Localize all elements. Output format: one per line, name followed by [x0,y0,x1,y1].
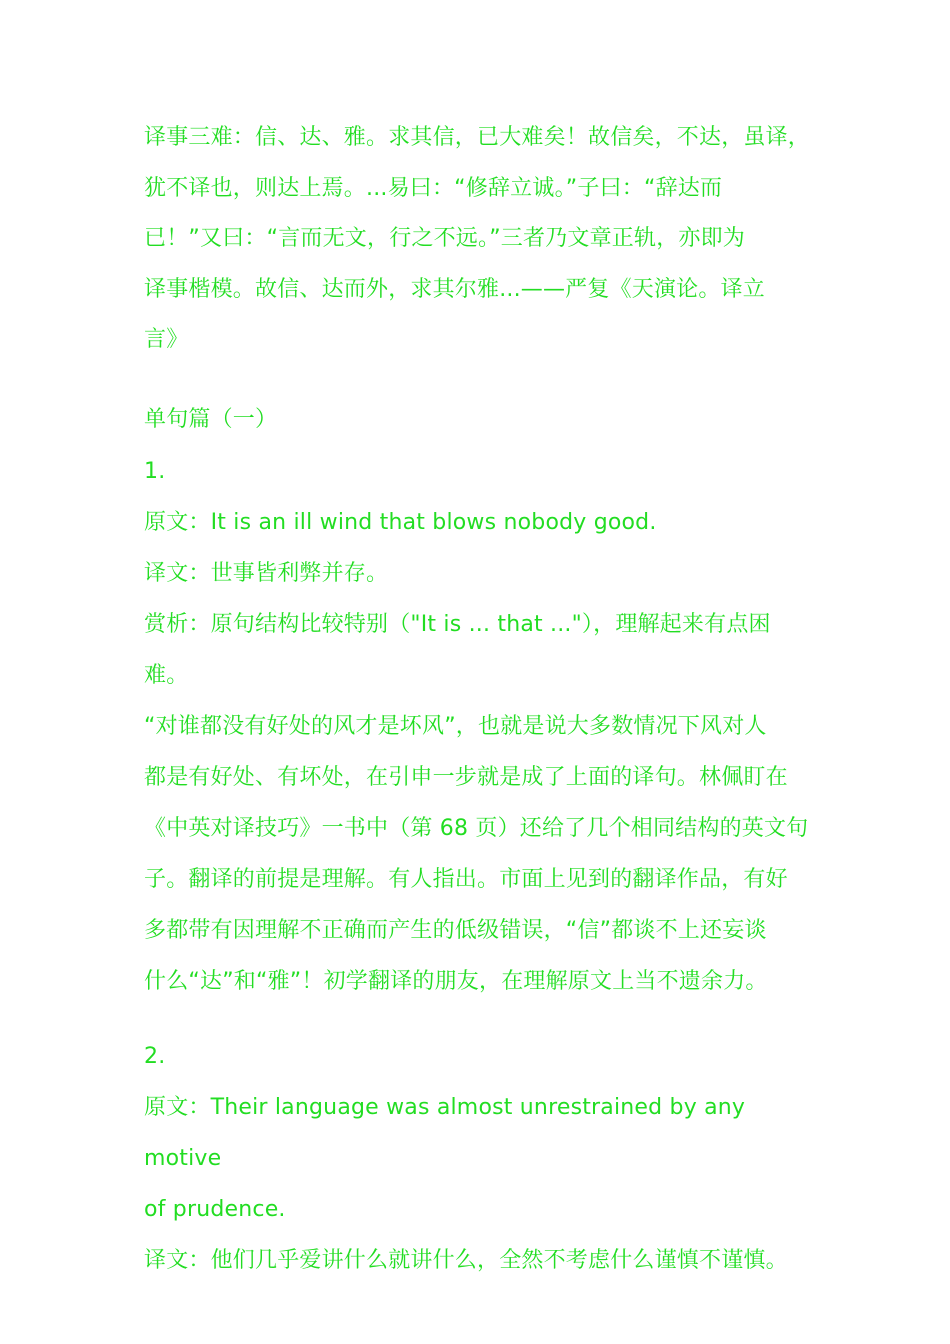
yan-fu-quote [144,113,814,366]
analysis-line: 什么“达”和“雅”！初学翻译的朋友，在理解原文上当不遗余力。 [144,968,768,994]
section-title: 单句篇（一） [144,406,278,432]
analysis-line: 子。翻译的前提是理解。有人指出。市面上见到的翻译作品，有好 [144,866,788,892]
quote-line: 犹不译也，则达上焉。...易曰：“修辞立诚。”子曰：“辞达而 [144,175,723,201]
quote-line: 译事三难：信、达、雅。求其信，已大难矣！故信矣，不达，虽译， [144,125,811,150]
analysis-line: 《中英对译技巧》一书中（第 68 页）还给了几个相同结构的英文句 [144,815,809,841]
item-number: 1. [144,458,166,484]
example-item-2 [144,1031,814,1286]
quote-line: 言》 [144,327,189,352]
analysis-line: 都是有好处、有坏处，在引申一步就是成了上面的译句。林佩盯在 [144,764,788,790]
example-item-1 [144,446,814,1007]
item-number: 2. [144,1043,166,1069]
original-text-continued: of prudence. [144,1196,286,1222]
original-text: 原文：Their language was almost unrestrained by any motive [144,1094,746,1171]
item-gap [144,1007,814,1031]
analysis-line: 多都带有因理解不正确而产生的低级错误，“信”都谈不上还妄谈 [144,917,767,943]
translation-text: 译文：他们几乎爱讲什么就讲什么，全然不考虑什么谨慎不谨慎。 [144,1247,788,1273]
quote-line: 译事楷模。故信、达而外，求其尔雅...——严复《天演论。译立 [144,276,765,302]
translation-text: 译文：世事皆利弊并存。 [144,560,389,586]
analysis-line: “对谁都没有好处的风才是坏风”，也就是说大多数情况下风对人 [144,713,767,739]
analysis-line: 赏析：原句结构比较特别（"It is ... that ..."），理解起来有点困难。 [144,611,771,688]
original-text: 原文：It is an ill wind that blows nobody good. [144,509,657,535]
quote-line: 已！”又曰：“言而无文，行之不远。”三者乃文章正轨，亦即为 [144,226,745,251]
document-page [144,113,814,1286]
